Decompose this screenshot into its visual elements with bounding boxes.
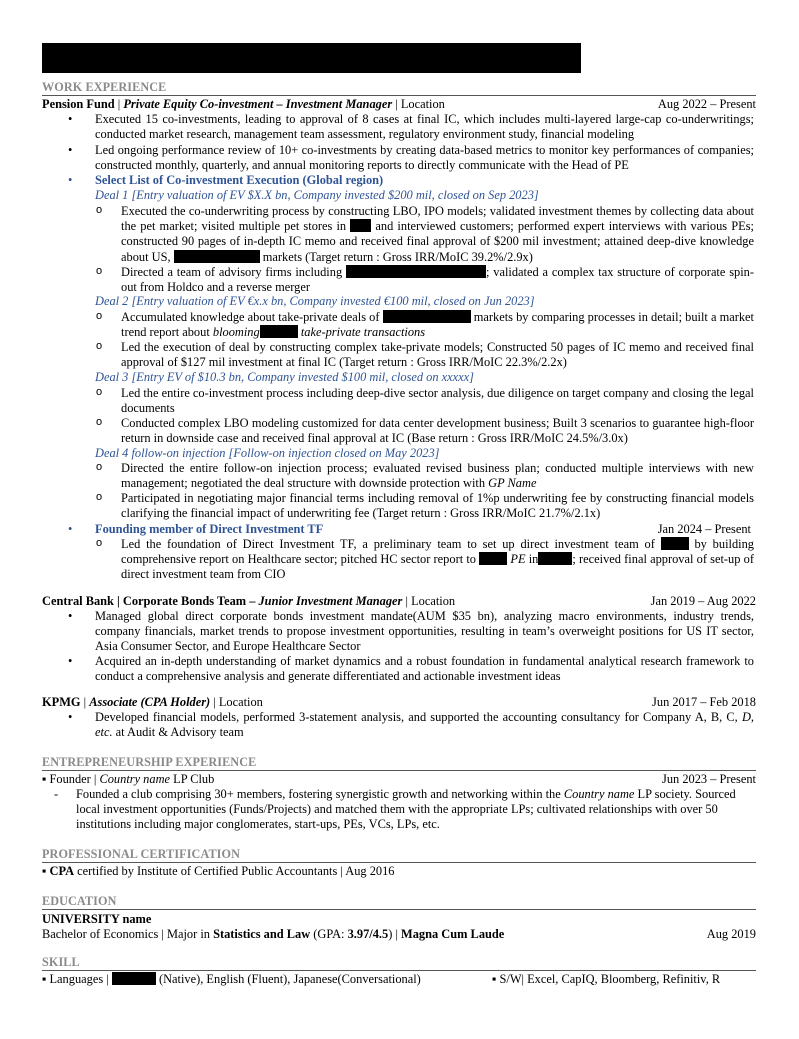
deal-2-heading: Deal 2 [Entry valuation of EV €x.x bn, Company invested €100 mil, closed on Jun 2023] <box>95 294 535 308</box>
bullet-icon: • <box>68 710 73 724</box>
circle-bullet-icon: o <box>96 340 103 352</box>
software-row: ▪ S/W| Excel, CapIQ, Bloomberg, Refinitiv, R <box>492 972 721 986</box>
deal-1-item-2: Directed a team of advisory firms including ; validated a complex tax structure of corporate spin-out from Holdco and a reverse merger <box>121 265 754 295</box>
section-skill: SKILL <box>42 955 756 971</box>
central-bullet-2: Acquired an in-depth understanding of market dynamics and a robust foundation in fundamental analytical research framework to conduct a comprehensive analysis and generate differentiated and actionable investment ideas <box>95 654 754 684</box>
redacted-block <box>350 219 371 232</box>
central-location: | Location <box>402 594 456 608</box>
pension-bullet-1: Executed 15 co-investments, leading to approval of 8 cases at final IC, which includes multi-layered large-cap co-underwritings; conducted market research, management team assessment, regulatory environment study, financial modeling <box>95 112 754 142</box>
deal-3-heading: Deal 3 [Entry EV of $10.3 bn, Company invested $100 mil, closed on xxxxx] <box>95 370 474 384</box>
select-list-heading: Select List of Co-investment Execution (Global region) <box>95 173 384 187</box>
bullet-icon: • <box>68 654 73 668</box>
circle-bullet-icon: o <box>96 310 103 322</box>
central-role: Junior Investment Manager <box>258 594 403 608</box>
section-certification: PROFESSIONAL CERTIFICATION <box>42 847 756 863</box>
deal-4-item-2: Participated in negotiating major financial terms including removal of 1%p underwriting fee by constructing financial models clarifying the financial impact of underwriting fee (Target return : Gross IRR/MoIC 21.7%/2.1x) <box>121 491 754 521</box>
languages-row: ▪ Languages | (Native), English (Fluent), Japanese(Conversational) <box>42 972 421 986</box>
section-entrepreneurship: ENTREPRENEURSHIP EXPERIENCE <box>42 755 756 771</box>
bullet-icon: • <box>68 112 73 126</box>
circle-bullet-icon: o <box>96 386 103 398</box>
bullet-icon: • <box>68 173 73 187</box>
circle-bullet-icon: o <box>96 461 103 473</box>
redacted-block <box>346 265 486 278</box>
degree-date: Aug 2019 <box>706 927 756 941</box>
degree-row: Bachelor of Economics | Major in Statistics and Law (GPA: 3.97/4.5) | Magna Cum Laude Aug 2019 <box>42 927 756 941</box>
circle-bullet-icon: o <box>96 491 103 503</box>
founder-header: ▪ Founder | Country name LP Club Jun 2023 – Present <box>42 772 756 786</box>
redacted-block <box>479 552 507 565</box>
pension-bullet-2: Led ongoing performance review of 10+ co-investments by creating data-based metrics to monitor key performances of companies; constructed monthly, quarterly, and annual monitoring reports to directly communicate with the Head of PE <box>95 143 754 173</box>
bullet-icon: • <box>68 143 73 157</box>
kpmg-location: | Location <box>210 695 263 709</box>
pension-header <box>42 97 756 112</box>
deal-2-item-1: Accumulated knowledge about take-private deals of markets by comparing processes in detail; built a market trend report about blooming take-private transactions <box>121 310 754 340</box>
redacted-block <box>174 250 260 263</box>
kpmg-bullet-1: Developed financial models, performed 3-statement analysis, and supported the accounting consultancy for Company A, B, C, D, etc. at Audit & Advisory team <box>95 710 754 740</box>
dash-bullet-icon: - <box>54 787 59 801</box>
bullet-icon: • <box>68 609 73 623</box>
founder-date: Jun 2023 – Present <box>662 772 756 786</box>
central-bank-header: Central Bank | Corporate Bonds Team – Junior Investment Manager | Location Jan 2019 – Aug 2022 <box>42 594 756 608</box>
section-work-experience: WORK EXPERIENCE <box>42 80 756 96</box>
founding-item-1: Led the foundation of Direct Investment TF, a preliminary team to set up direct investment team of by building comprehensive report on Healthcare sector; pitched HC sector report to PE in ; received final approval of set-up of direct investment team from CIO <box>121 537 754 582</box>
cpa-row: ▪ CPA certified by Institute of Certified Public Accountants | Aug 2016 <box>42 864 395 878</box>
founder-bullet-1: Founded a club comprising 30+ members, fostering synergistic growth and networking within the Country name LP society. Sourced local investment opportunities (Funds/Projects) and matched them with the appropriate LPs; cultivated relationships with over 50 institutions including major conglomerates, start-ups, PEs, VCs, LPs, etc. <box>76 787 736 832</box>
deal-3-item-1: Led the entire co-investment process including deep-dive sector analysis, due diligence on target company and closing the legal documents <box>121 386 754 416</box>
kpmg-org: KPMG <box>42 695 81 709</box>
kpmg-role: Associate (CPA Holder) <box>89 695 211 709</box>
section-education: EDUCATION <box>42 894 756 910</box>
circle-bullet-icon: o <box>96 537 103 549</box>
deal-3-item-2: Conducted complex LBO modeling customized for data center development business; Built 3 scenarios to guarantee high-floor return in downside case and received final approval at IC (Base return : Gross IRR/MoIC 24.5%/3.0x) <box>121 416 754 446</box>
pension-location: | Location <box>392 97 445 111</box>
kpmg-date: Jun 2017 – Feb 2018 <box>652 695 756 709</box>
redacted-block <box>260 325 298 338</box>
founding-heading: Founding member of Direct Investment TF <box>95 522 324 536</box>
pension-role: Private Equity Co-investment – Investment Manager <box>123 97 393 111</box>
deal-1-item-1: Executed the co-underwriting process by constructing LBO, IPO models; validated investment themes by collecting data about the pet market; visited multiple pet stores in and interviewed customers; performed expert interviews with various PEs; constructed 90 pages of in-depth IC memo and received final approval of $200 mil investment; attained deep-dive knowledge about US, markets (Target return : Gross IRR/MoIC 39.2%/2.9x) <box>121 204 754 264</box>
redacted-block <box>383 310 471 323</box>
deal-2-item-2: Led the execution of deal by constructing complex take-private models; Constructed 50 pages of IC memo and received final approval of $127 mil investment at final IC (Target return : Gross IRR/MoIC 22.3%/2.2x) <box>121 340 754 370</box>
redacted-block <box>112 972 156 985</box>
deal-1-heading: Deal 1 [Entry valuation of EV $X.X bn, Company invested $200 mil, closed on Sep 2023] <box>95 188 539 202</box>
circle-bullet-icon: o <box>96 265 103 277</box>
central-org: Central Bank | Corporate Bonds Team <box>42 594 247 608</box>
deal-4-item-1: Directed the entire follow-on injection process; evaluated revised business plan; conducted multiple interviews with new management; negotiated the deal structure with downside protection with GP Name <box>121 461 754 491</box>
founding-member-row <box>95 522 751 537</box>
founding-date: Jan 2024 – Present <box>657 522 751 536</box>
bullet-icon: • <box>68 522 73 536</box>
redacted-block <box>538 552 572 565</box>
central-date: Jan 2019 – Aug 2022 <box>650 594 756 608</box>
university-name: UNIVERSITY name <box>42 912 152 926</box>
circle-bullet-icon: o <box>96 204 103 216</box>
circle-bullet-icon: o <box>96 416 103 428</box>
redacted-block <box>661 537 689 550</box>
central-bullet-1: Managed global direct corporate bonds investment mandate(AUM $35 bn), analyzing macro environments, industry trends, company financials, market trends to propose investment opportunities, resulting in team’s overweight positions for US IT sector, Asia Consumer Sector, and Europe Healthcare Sector <box>95 609 754 654</box>
deal-4-heading: Deal 4 follow-on injection [Follow-on injection closed on May 2023] <box>95 446 440 460</box>
redacted-name <box>42 43 581 73</box>
pension-date: Aug 2022 – Present <box>657 97 756 111</box>
kpmg-header: KPMG | Associate (CPA Holder) | Location Jun 2017 – Feb 2018 <box>42 695 756 709</box>
sep: | <box>114 97 124 111</box>
pension-org: Pension Fund <box>42 97 115 111</box>
